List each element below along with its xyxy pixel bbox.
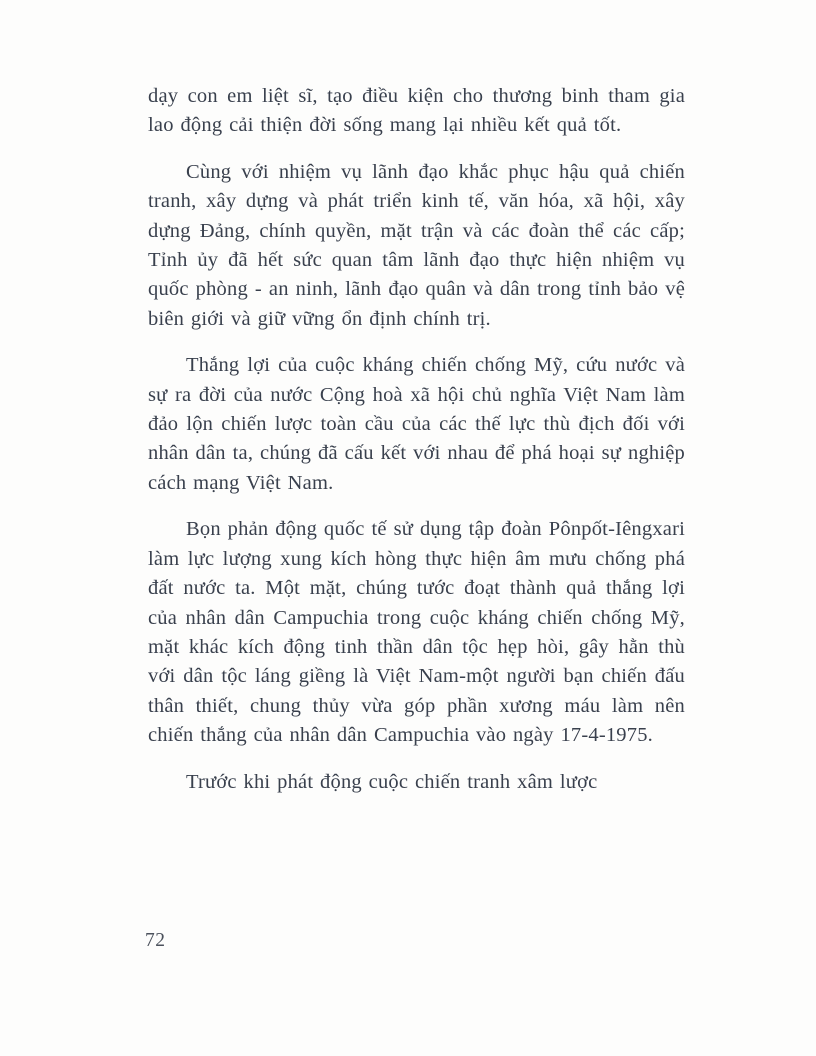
- paragraph: Cùng với nhiệm vụ lãnh đạo khắc phục hậu quả chiến tranh, xây dựng và phát triển kinh tế, văn hóa, xã hội, xây dựng Đảng, chính quyền, mặt trận và các đoàn thể các cấp; Tỉnh ủy đã hết sức quan tâm lãnh đạo thực hiện nhiệm vụ quốc phòng - an ninh, lãnh đạo quân và dân trong tỉnh bảo vệ biên giới và giữ vững ổn định chính trị.: [148, 160, 685, 330]
- paragraph: Thắng lợi của cuộc kháng chiến chống Mỹ, cứu nước và sự ra đời của nước Cộng hoà xã hội chủ nghĩa Việt Nam làm đảo lộn chiến lược toàn cầu của các thế lực thù địch đối với nhân dân ta, chúng đã cấu kết với nhau để phá hoại sự nghiệp cách mạng Việt Nam.: [148, 354, 685, 494]
- page-number: 72: [145, 930, 166, 951]
- paragraph: dạy con em liệt sĩ, tạo điều kiện cho thương binh tham gia lao động cải thiện đời sống mang lại nhiều kết quả tốt.: [148, 85, 685, 137]
- paragraph: Trước khi phát động cuộc chiến tranh xâm lược: [186, 770, 598, 793]
- paragraph: Bọn phản động quốc tế sử dụng tập đoàn Pônpốt-Iêngxari làm lực lượng xung kích hòng thực hiện âm mưu chống phá đất nước ta. Một mặt, chúng tước đoạt thành quả thắng lợi của nhân dân Campuchia trong cuộc kháng chiến chống Mỹ, mặt khác kích động tinh thần dân tộc hẹp hòi, gây hằn thù với dân tộc láng giềng là Việt Nam-một người bạn chiến đấu thân thiết, chung thủy vừa góp phần xương máu làm nên chiến thắng của nhân dân Campuchia vào ngày 17-4-1975.: [148, 518, 685, 747]
- text-block: [148, 82, 685, 814]
